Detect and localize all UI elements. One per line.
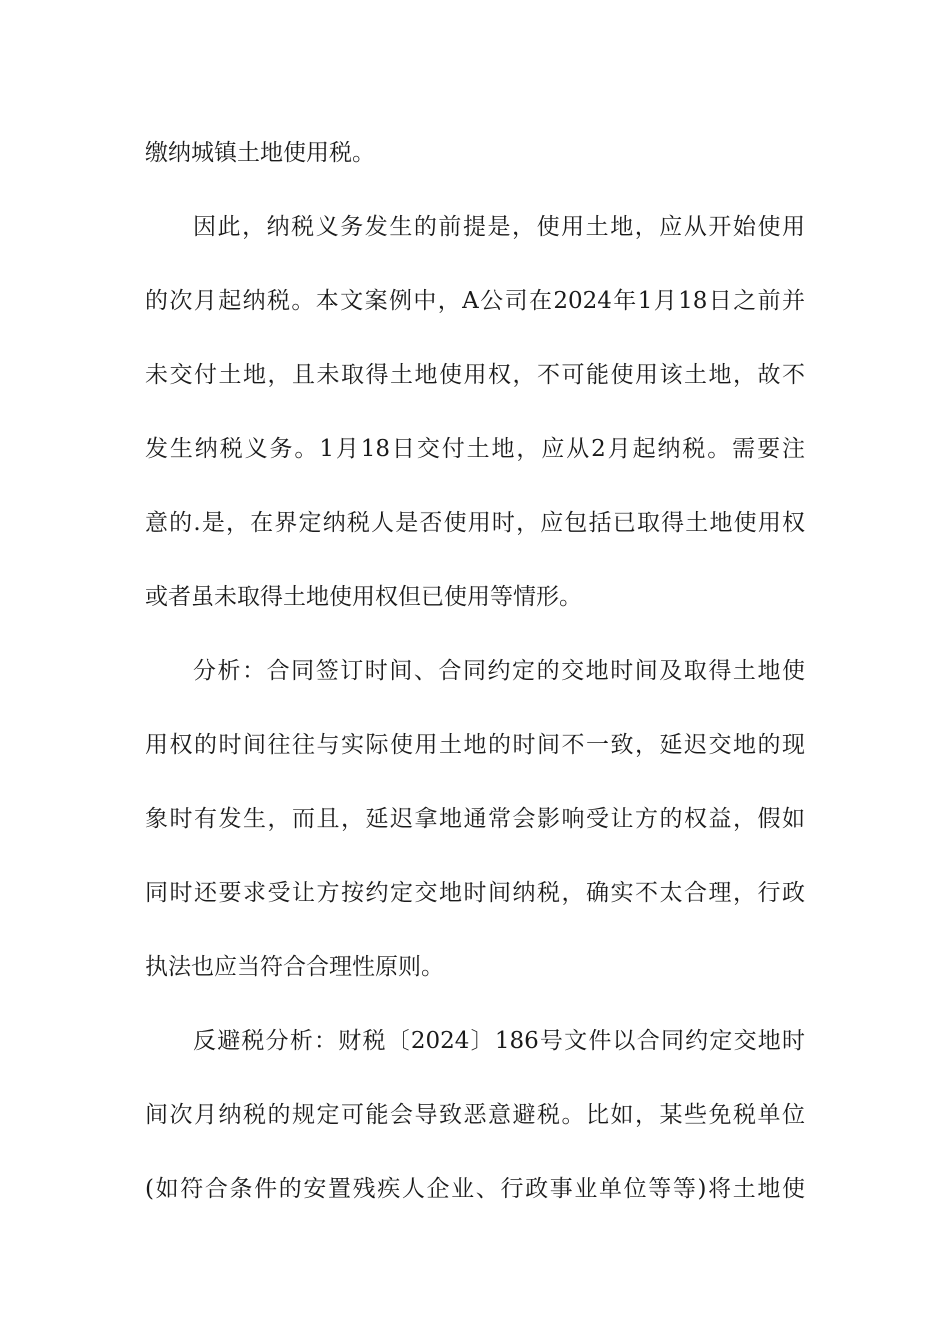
text-line: 缴纳城镇土地使用税。 <box>145 140 375 166</box>
text-line: 的次月起纳税。本文案例中，A公司在2024年1月18日之前并 <box>145 288 805 314</box>
text-line: 未交付土地，且未取得土地使用权，不可能使用该土地，故不 <box>145 362 805 388</box>
text-line: 意的.是，在界定纳税人是否使用时，应包括已取得土地使用权 <box>145 510 805 536</box>
text-line: (如符合条件的安置残疾人企业、行政事业单位等等)将土地使 <box>145 1176 805 1202</box>
text-line: 或者虽未取得土地使用权但已使用等情形。 <box>145 584 582 610</box>
paragraph-first-line: 反避税分析：财税〔2024〕186号文件以合同约定交地时 <box>193 1028 805 1054</box>
text-line: 象时有发生，而且，延迟拿地通常会影响受让方的权益，假如 <box>145 806 805 832</box>
text-line: 用权的时间往往与实际使用土地的时间不一致，延迟交地的现 <box>145 732 805 758</box>
text-line: 同时还要求受让方按约定交地时间纳税，确实不太合理，行政 <box>145 880 805 906</box>
text-line: 间次月纳税的规定可能会导致恶意避税。比如，某些免税单位 <box>145 1102 805 1128</box>
text-line: 执法也应当符合合理性原则。 <box>145 954 444 980</box>
paragraph-first-line: 分析：合同签订时间、合同约定的交地时间及取得土地使 <box>193 658 805 684</box>
paragraph-first-line: 因此，纳税义务发生的前提是，使用土地，应从开始使用 <box>193 214 805 240</box>
text-line: 发生纳税义务。1月18日交付土地，应从2月起纳税。需要注 <box>145 436 805 462</box>
